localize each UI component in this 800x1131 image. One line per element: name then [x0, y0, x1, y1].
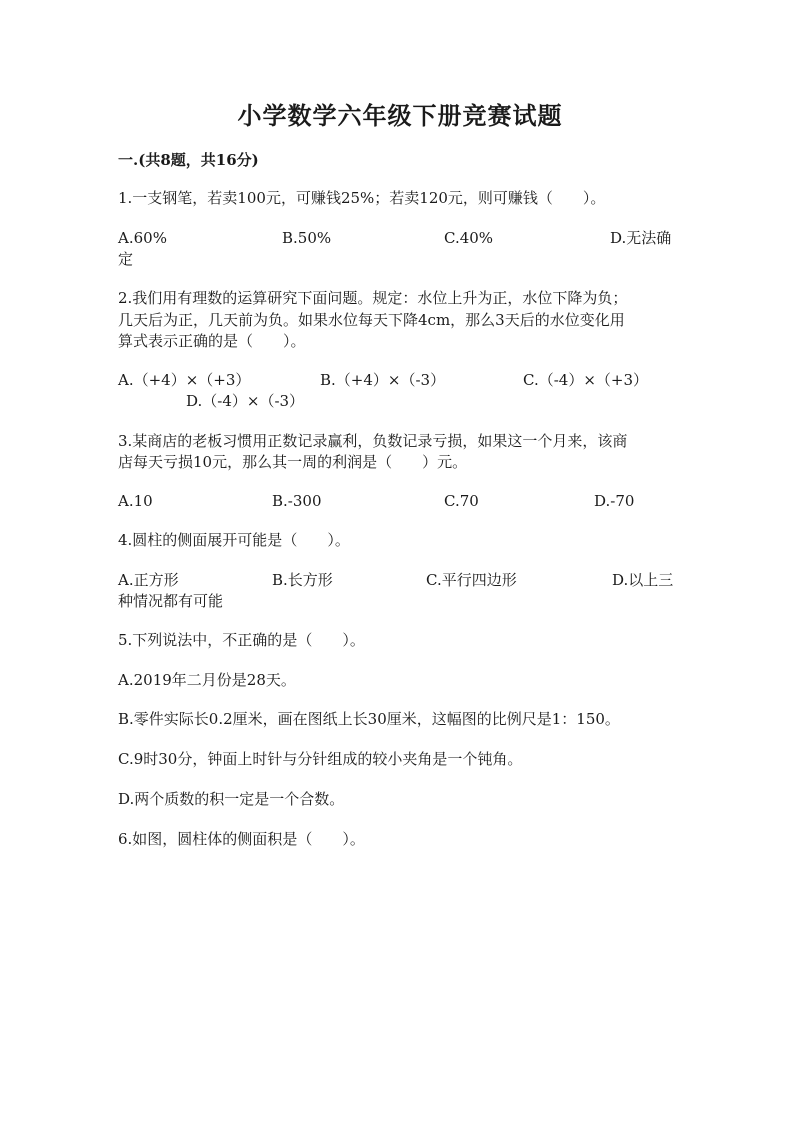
question-2-option-c: C.（-4）×（+3） — [523, 371, 649, 389]
question-3-stem-line-1: 3.某商店的老板习惯用正数记录赢利，负数记录亏损，如果这一个月来，该商 — [118, 432, 628, 450]
question-2-stem-line-1: 2.我们用有理数的运算研究下面问题。规定：水位上升为正，水位下降为负； — [118, 289, 628, 307]
question-5-option-a: A.2019年二月份是28天。 — [118, 671, 296, 689]
question-1-option-a: A.60% — [118, 229, 167, 247]
question-4-option-b: B.长方形 — [272, 571, 333, 589]
question-5-option-c: C.9时30分，钟面上时针与分针组成的较小夹角是一个钝角。 — [118, 750, 523, 768]
section-heading: 一.(共8题，共16分) — [118, 151, 259, 169]
question-1-option-b: B.50% — [282, 229, 332, 247]
question-4-option-c: C.平行四边形 — [426, 571, 517, 589]
question-1-option-c: C.40% — [444, 229, 494, 247]
question-5-option-b: B.零件实际长0.2厘米，画在图纸上长30厘米，这幅图的比例尺是1：150。 — [118, 710, 620, 728]
question-4-option-d-wrap: 种情况都有可能 — [118, 592, 224, 610]
question-5-stem: 5.下列说法中，不正确的是（ ）。 — [118, 631, 365, 649]
question-4-option-d: D.以上三 — [612, 571, 674, 589]
question-2-option-a: A.（+4）×（+3） — [118, 371, 251, 389]
question-3-option-d: D.-70 — [594, 492, 635, 510]
question-1-option-d: D.无法确 — [610, 229, 672, 247]
question-6-stem: 6.如图，圆柱体的侧面积是（ ）。 — [118, 830, 365, 848]
question-2-stem-line-3: 算式表示正确的是（ ）。 — [118, 332, 306, 350]
question-2-option-d: D.（-4）×（-3） — [186, 392, 305, 410]
question-4-option-a: A.正方形 — [118, 571, 179, 589]
question-4-stem: 4.圆柱的侧面展开可能是（ ）。 — [118, 531, 350, 549]
question-3-option-a: A.10 — [118, 492, 153, 510]
question-3-stem-line-2: 店每天亏损10元，那么其一周的利润是（ ）元。 — [118, 453, 468, 471]
page-title: 小学数学六年级下册竞赛试题 — [237, 101, 563, 130]
question-1-option-d-wrap: 定 — [118, 250, 134, 268]
question-1-stem: 1.一支钢笔，若卖100元，可赚钱25%；若卖120元，则可赚钱（ ）。 — [118, 189, 606, 207]
question-3-option-b: B.-300 — [272, 492, 322, 510]
question-2-stem-line-2: 几天后为正，几天前为负。如果水位每天下降4cm，那么3天后的水位变化用 — [118, 311, 625, 329]
question-3-option-c: C.70 — [444, 492, 479, 510]
question-5-option-d: D.两个质数的积一定是一个合数。 — [118, 790, 345, 808]
question-2-option-b: B.（+4）×（-3） — [320, 371, 446, 389]
